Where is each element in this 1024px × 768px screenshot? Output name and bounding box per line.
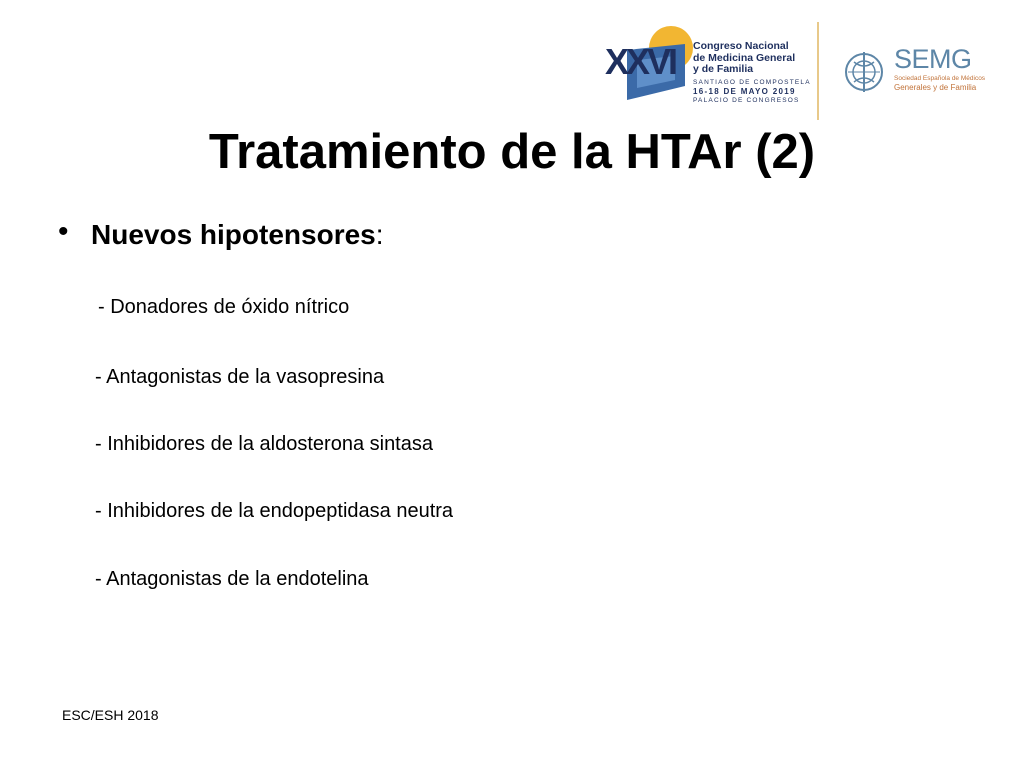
list-item: - Inhibidores de la aldosterona sintasa xyxy=(95,433,433,455)
congress-emblem-icon xyxy=(603,22,693,114)
congress-name: Congreso Nacional de Medicina General y de Familia xyxy=(693,40,796,75)
reference-note: ESC/ESH 2018 xyxy=(62,707,159,723)
semg-emblem-icon xyxy=(842,48,886,96)
bullet-suffix: : xyxy=(375,219,384,250)
bullet-label: Nuevos hipotensores xyxy=(91,219,376,250)
congress-roman-numeral: XXVI xyxy=(605,41,676,82)
congress-details xyxy=(693,78,811,105)
logo-divider xyxy=(817,22,819,120)
congress-location: SANTIAGO DE COMPOSTELA xyxy=(693,79,811,86)
congress-dates: 16-18 DE MAYO 2019 xyxy=(693,87,796,96)
list-item: - Antagonistas de la endotelina xyxy=(95,568,369,590)
slide-title: Tratamiento de la HTAr (2) xyxy=(208,125,816,179)
list-item: - Antagonistas de la vasopresina xyxy=(95,366,385,388)
semg-tagline: Sociedad Española de Médicos Generales y de Familia xyxy=(894,75,986,92)
congress-logo xyxy=(603,22,811,114)
bullet-text xyxy=(91,218,384,252)
congress-venue: PALACIO DE CONGRESOS xyxy=(693,97,800,104)
semg-name: SEMG xyxy=(894,44,972,74)
bullet-dot-icon: • xyxy=(58,215,69,248)
list-item: - Donadores de óxido nítrico xyxy=(98,296,350,318)
list-item: - Inhibidores de la endopeptidasa neutra xyxy=(95,500,454,522)
semg-logo xyxy=(842,44,986,106)
